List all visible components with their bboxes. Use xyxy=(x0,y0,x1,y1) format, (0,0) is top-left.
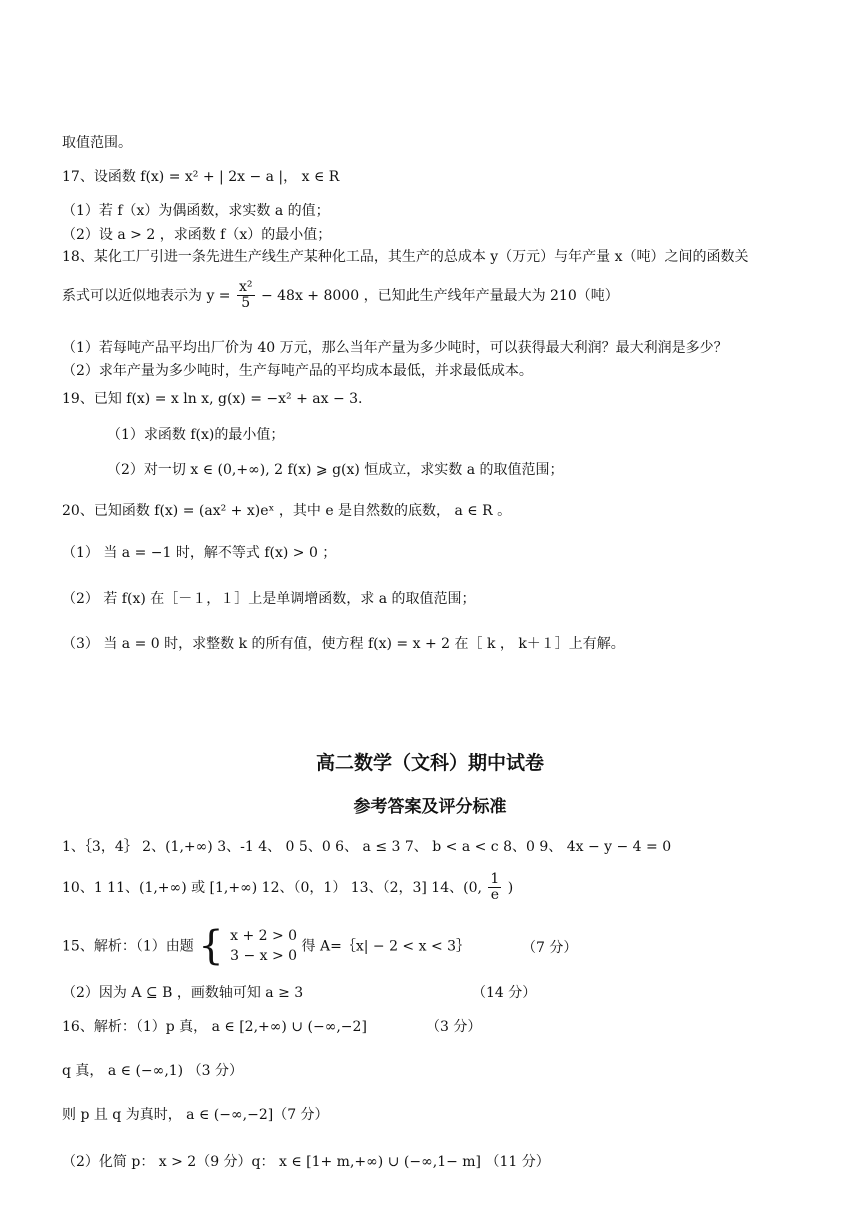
system-row: x + 2 > 0 xyxy=(230,928,298,944)
answer-15-prefix: 15、解析：（1）由题 xyxy=(62,938,194,955)
answer-16-p-and-q: 则 p 且 q 为真时， a ∈ (−∞,−2]（7 分） xyxy=(62,1107,329,1123)
problem-18-part-1: （1）若每吨产品平均出厂价为 40 万元，那么当年产量为多少吨时，可以获得最大利润？最大利润是多少？ xyxy=(62,340,728,356)
formula-prefix: 系式可以近似地表示为 y = xyxy=(62,287,231,304)
answer-16-part-2: （2）化简 p： x > 2（9 分）q： x ∈ [1+ m,+∞) ∪ (−∞,1− m] （11 分） xyxy=(62,1154,550,1170)
problem-17-part-1: （1）若 f（x）为偶函数，求实数 a 的值； xyxy=(62,203,330,219)
closing-paren: ) xyxy=(507,879,514,896)
problem-17-part-2: （2）设 a > 2 ，求函数 f（x）的最小值； xyxy=(62,227,332,243)
problem-19-part-2: （2）对一切 x ∈ (0,+∞), 2 f(x) ⩾ g(x) 恒成立，求实数 a 的取值范围； xyxy=(107,462,564,478)
problem-20-part-1: （1） 当 a = −1 时，解不等式 f(x) > 0 ； xyxy=(62,545,337,561)
answer-16-q: q 真， a ∈ (−∞,1) （3 分） xyxy=(62,1063,243,1079)
fraction-numerator: 1 xyxy=(490,871,500,887)
answers-10-14-text: 10、1 11、(1,+∞) 或 [1,+∞) 12、（0，1） 13、（2，3] 14、(0, xyxy=(62,879,482,896)
answer-15-part-1 xyxy=(62,923,471,970)
answers-1-9: 1、｛3，4｝ 2、(1,+∞) 3、-1 4、 0 5、0 6、 a ≤ 3 7、 b < a < c 8、0 9、 4x − y − 4 = 0 xyxy=(62,839,672,855)
inequality-system xyxy=(230,926,297,967)
problem-18-part-2: （2）求年产量为多少吨时，生产每吨产品的平均成本最低，并求最低成本。 xyxy=(62,363,533,379)
answer-16-score: （3 分） xyxy=(426,1019,482,1035)
fraction-denominator: e xyxy=(490,887,500,904)
fraction-denominator: 5 xyxy=(241,295,251,312)
problem-19-part-1: （1）求函数 f(x)的最小值； xyxy=(107,427,285,443)
answers-10-14 xyxy=(62,872,513,904)
answer-15-score: （7 分） xyxy=(522,940,578,956)
fraction-numerator: x² xyxy=(239,279,253,295)
answer-15-part-2: （2）因为 A ⊆ B ，画数轴可知 a ≥ 3 xyxy=(62,985,304,1001)
answer-subtitle: 参考答案及评分标准 xyxy=(353,797,507,817)
problem-20: 20、已知函数 f(x) = (ax² + x)eˣ ，其中 e 是自然数的底数， a ∈ R 。 xyxy=(62,503,512,519)
answer-title: 高二数学（文科）期中试卷 xyxy=(315,752,544,774)
answer-16: 16、解析：（1）p 真， a ∈ [2,+∞) ∪ (−∞,−2] xyxy=(62,1019,367,1035)
fraction xyxy=(237,280,255,312)
answer-15-result: 得 A=｛x| − 2 < x < 3｝ xyxy=(301,938,471,955)
fraction xyxy=(488,872,501,904)
problem-20-part-2: （2） 若 f(x) 在［－１，１］上是单调增函数，求 a 的取值范围； xyxy=(62,591,476,607)
problem-17: 17、设函数 f(x) = x² + | 2x − a |， x ∈ R xyxy=(62,169,340,185)
problem-18: 18、某化工厂引进一条先进生产线生产某种化工品，其生产的总成本 y（万元）与年产量 x（吨）之间的函数关 xyxy=(62,249,749,265)
problem-18-formula-line xyxy=(62,280,619,312)
formula-suffix: − 48x + 8000 ，已知此生产线年产量最大为 210（吨） xyxy=(260,287,619,304)
system-row: 3 − x > 0 xyxy=(230,948,298,965)
left-brace: { xyxy=(198,923,224,970)
problem-20-part-3: （3） 当 a = 0 时，求整数 k 的所有值，使方程 f(x) = x + 2 在［ k ， k＋１］上有解。 xyxy=(62,636,625,652)
problem-19: 19、已知 f(x) = x ln x, g(x) = −x² + ax − 3. xyxy=(62,391,363,407)
answer-15-part-2-score: （14 分） xyxy=(472,985,537,1001)
continued-text: 取值范围。 xyxy=(62,135,132,151)
